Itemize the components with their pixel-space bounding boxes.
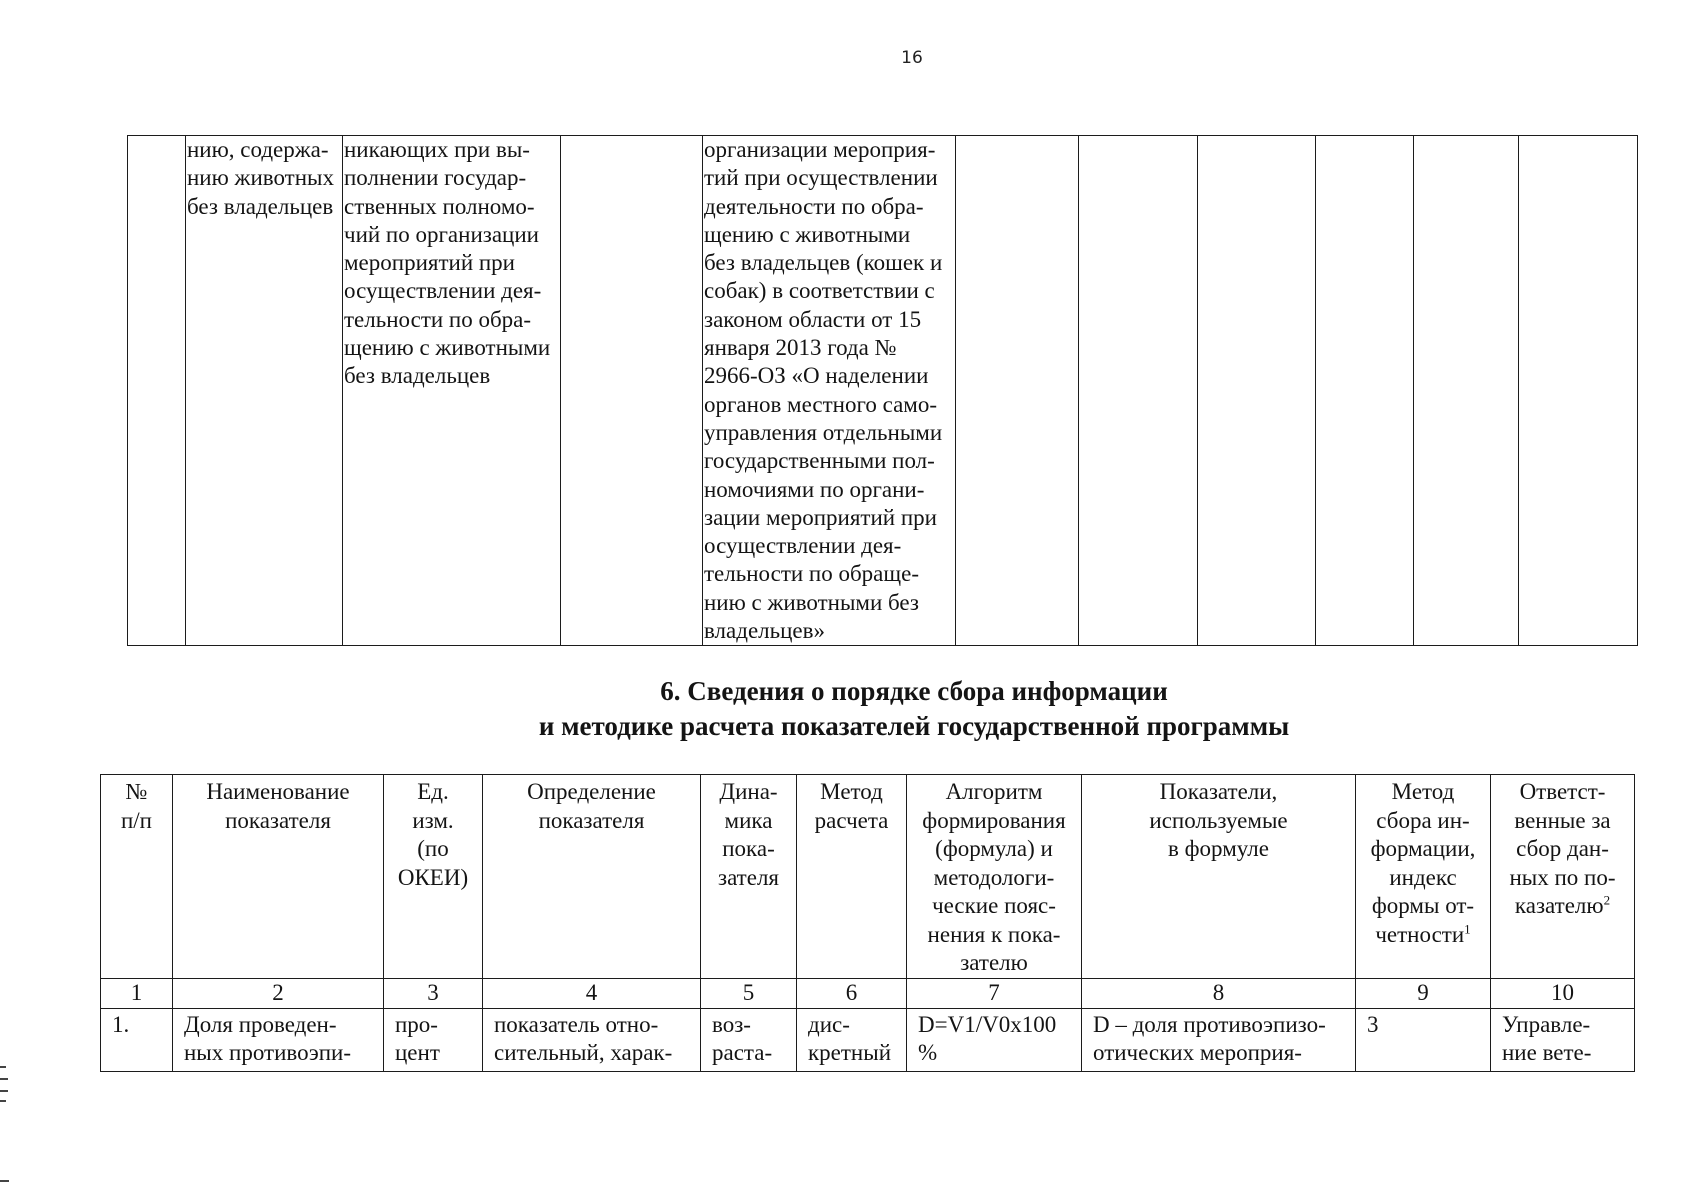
table-cell: Доля проведен- ных противоэпи- (173, 1008, 384, 1071)
table-cell (128, 136, 186, 646)
table-cell (1519, 136, 1638, 646)
column-header: Ед. изм. (по ОКЕИ) (384, 775, 483, 979)
column-header: Метод расчета (797, 775, 907, 979)
table-cell: нию, содержа- нию животных без владельцев (186, 136, 343, 646)
indicators-table (100, 774, 1635, 1072)
table-row (101, 1008, 1635, 1071)
column-number: 9 (1356, 978, 1491, 1008)
table-cell: показатель отно- сительный, харак- (483, 1008, 701, 1071)
section-title (300, 674, 1528, 744)
scan-mark (0, 1078, 8, 1080)
column-number: 7 (907, 978, 1082, 1008)
column-number: 6 (797, 978, 907, 1008)
column-header: Наименование показателя (173, 775, 384, 979)
scan-mark (0, 1090, 8, 1092)
table-cell (1316, 136, 1414, 646)
page-number: 16 (901, 48, 923, 68)
column-header: Определение показателя (483, 775, 701, 979)
column-number-row (101, 978, 1635, 1008)
column-header: Дина- мика пока- зателя (701, 775, 797, 979)
column-number: 3 (384, 978, 483, 1008)
table-cell: организации мероприя- тий при осуществлении деятельности по обра- щению с животными без владельцев (кошек и собак) в соответствии с законом области от 15 января 2013 года № 2966-ОЗ «О наделении органов местного само- управления отдельными государственными пол- номочиями по органи- зации мероприятий при осуществлении дея- тельности по обраще- нию с животными без владельцев» (703, 136, 956, 646)
column-header: № п/п (101, 775, 173, 979)
section-title-line-1: 6. Сведения о порядке сбора информации (660, 676, 1168, 706)
column-header: Алгоритм формирования (формула) и методологи- ческие пояс- нения к пока- зателю (907, 775, 1082, 979)
column-header: Показатели, используемые в формуле (1082, 775, 1356, 979)
table-cell: никающих при вы- полнении государ- ственных полномо- чий по организации мероприятий при осуществлении дея- тельности по обра- щению с животными без владельцев (343, 136, 561, 646)
section-title-line-2: и методике расчета показателей государственной программы (538, 711, 1290, 741)
table-cell (1198, 136, 1316, 646)
column-header-text: Метод сбора ин- формации, индекс формы от- четности (1370, 779, 1476, 947)
table-cell: D=V1/V0x100 % (907, 1008, 1082, 1071)
header-row (101, 775, 1635, 979)
table-cell: Управле- ние вете- (1491, 1008, 1635, 1071)
column-header (1491, 775, 1635, 979)
column-number: 1 (101, 978, 173, 1008)
footnote-marker: 1 (1464, 920, 1471, 936)
table-cell: дис- кретный (797, 1008, 907, 1071)
column-number: 4 (483, 978, 701, 1008)
scan-mark (0, 1180, 9, 1182)
table-cell (956, 136, 1079, 646)
continuation-table (127, 135, 1638, 646)
column-number: 2 (173, 978, 384, 1008)
column-number: 10 (1491, 978, 1635, 1008)
scan-mark (0, 1100, 6, 1102)
footnote-marker: 2 (1603, 892, 1611, 908)
table-cell: 1. (101, 1008, 173, 1071)
table-cell: D – доля противоэпизо- отических мероприя- (1082, 1008, 1356, 1071)
column-number: 8 (1082, 978, 1356, 1008)
column-header (1356, 775, 1491, 979)
table-cell (561, 136, 703, 646)
table-cell: 3 (1356, 1008, 1491, 1071)
scan-mark (0, 1066, 6, 1068)
table-cell (1079, 136, 1198, 646)
column-number: 5 (701, 978, 797, 1008)
table-row (128, 136, 1638, 646)
table-cell: воз- раста- (701, 1008, 797, 1071)
table-cell (1414, 136, 1519, 646)
column-header-text: Ответст- венные за сбор дан- ных по по- казателю (1509, 779, 1616, 918)
table-cell: про- цент (384, 1008, 483, 1071)
